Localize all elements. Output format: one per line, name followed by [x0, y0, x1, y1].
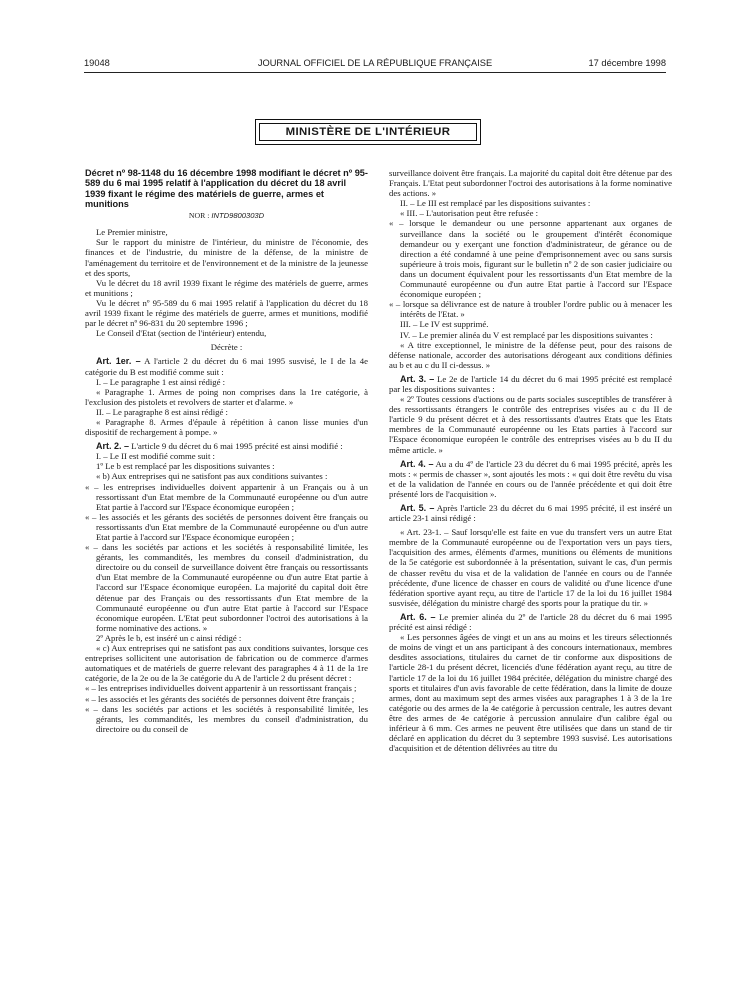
page-number: 19048	[84, 58, 110, 68]
nor-code: INTD9800303D	[211, 211, 265, 221]
paragraph	[389, 340, 672, 370]
paragraph	[85, 542, 368, 633]
paragraph-text: Sur le rapport du ministre de l'intérieur, du ministre de l'économie, des finances et de l'industrie, du ministre de la défense, de la ministre de l'aménagement du territoire et de l'environnement et de la ministre de la jeunesse et des sports,	[85, 237, 368, 278]
header-rule	[84, 72, 666, 73]
paragraph-text: « – les entreprises individuelles doivent appartenir à un Français ou à un ressortissant d'un Etat membre de la Communauté européenne ou d'un autre Etat partie à l'accord sur l'Espace économique européen ;	[85, 481, 368, 512]
paragraph	[85, 633, 368, 643]
paragraph	[389, 527, 672, 608]
ministry-box	[255, 119, 481, 145]
paragraph	[85, 683, 368, 693]
paragraph-text: II. – Le paragraphe 8 est ainsi rédigé :	[96, 406, 228, 417]
paragraph	[85, 328, 368, 338]
article-label: Art. 6. –	[400, 611, 436, 622]
paragraph	[85, 643, 368, 683]
paragraph-text: « – lorsque le demandeur ou une personne appartenant aux organes de surveillance dans la société ou le groupement d'intérêt économique demandeur ou y exerçant une fonction d'administrateur, de gérance ou de direction a été condamné à une peine d'emprisonnement avec ou sans sursis supérieure à trois mois, figurant sur le bulletin nº 2 de son casier judiciaire ou dans un document équivalent pour les ressortissants d'un Etat membre de la Communauté européenne ou d'un autre Etat partie à l'accord sur l'Espace économique européen ;	[389, 218, 672, 300]
right-column	[389, 168, 672, 753]
paragraph-text: Vu le décret nº 95-589 du 6 mai 1995 relatif à l'application du décret du 18 avril 1939 fixant le régime des matériels de guerre, armes et munitions, modifié par le décret nº 96-831 du 20 septembre 1996 ;	[85, 297, 368, 329]
paragraph-text: « – les associés et les gérants des sociétés de personnes doivent être français ou ressortissants d'un Etat membre de la Communauté européenne ou d'un autre Etat partie à l'accord sur l'Espace économique européen ;	[85, 511, 368, 542]
paragraph-text: Le Premier ministre,	[96, 227, 168, 238]
article-label: Art. 3. –	[400, 373, 435, 384]
paragraph	[389, 168, 672, 198]
paragraph-text: « – les entreprises individuelles doivent appartenir à un ressortissant français ;	[85, 683, 357, 694]
paragraph	[389, 198, 672, 208]
paragraph	[389, 299, 672, 319]
journal-title: JOURNAL OFFICIEL DE LA RÉPUBLIQUE FRANÇAISE	[257, 58, 493, 68]
paragraph-text: « 2º Toutes cessions d'actions ou de parts sociales susceptibles de transférer à des ressortissants étrangers le contrôle des entreprises visées au c du II de l'article 9 du présent décret et à des ressortissants d'autres Etats que les Etats membres de la Communauté européenne ou les Etats parties à l'accord sur l'Espace économique européen le contrôle des entreprises visées au b du II du même article. »	[389, 394, 672, 455]
paragraph	[85, 237, 368, 277]
paragraph-text: Le 2e de l'article 14 du décret du 6 mai 1995 précité est remplacé par les dispositions suivantes :	[389, 373, 673, 394]
paragraph-text: Au a du 4º de l'article 23 du décret du 6 mai 1995 précité, après les mots : « permis de chasser », sont ajoutés les mots : « qui doit être revêtu du visa et de la validation de l'année en cours ou de l'année précédente et qui doit être présenté lors de l'acquisition ».	[389, 458, 672, 499]
running-header	[84, 56, 666, 70]
decree-title: Décret nº 98-1148 du 16 décembre 1998 modifiant le décret nº 95-589 du 6 mai 1995 relatif à l'application du décret du 18 avril 1939 fixant le régime des matériels de guerre, armes et munitions	[85, 168, 368, 209]
issue-date: 17 décembre 1998	[588, 58, 666, 68]
paragraph-text: surveillance doivent être français. La majorité du capital doit être détenue par des Français. L'Etat peut subordonner l'octroi des autorisations à la forme nominative des actions. »	[389, 168, 672, 199]
paragraph	[389, 612, 672, 632]
paragraph-text: Après l'article 23 du décret du 6 mai 1995 précité, il est inséré un article 23-1 ainsi rédigé :	[389, 503, 672, 524]
paragraph	[389, 330, 672, 340]
paragraph	[389, 503, 672, 523]
paragraph	[389, 374, 672, 394]
article-label: Art. 1er. –	[96, 356, 141, 367]
paragraph-text: II. – Le III est remplacé par les dispositions suivantes :	[400, 198, 591, 209]
paragraph-text: « III. – L'autorisation peut être refusée :	[400, 208, 539, 219]
article-label: Art. 4. –	[400, 458, 434, 469]
paragraph-text: A l'article 2 du décret du 6 mai 1995 susvisé, le I de la 4e catégorie du B est modifié comme suit :	[85, 356, 368, 377]
nor-reference	[85, 211, 368, 221]
paragraph-text: Le premier alinéa du 2º de l'article 28 du décret du 6 mai 1995 précité est ainsi rédigé :	[389, 611, 672, 633]
article-label: Art. 5. –	[400, 503, 435, 513]
paragraph	[85, 704, 368, 734]
paragraph-text: « – dans les sociétés par actions et les sociétés à responsabilité limitée, les gérants, les commandités, les membres du conseil d'administration, du directoire ou du conseil de surveillance doivent être français ou ressortissants d'un Etat membre de la Communauté européenne ou d'un autre Etat partie à l'accord sur l'Espace économique européen. La majorité du capital doit être détenue par des Français ou des ressortissants d'un Etat membre de la Communauté européenne ou d'un autre Etat partie à l'accord sur l'Espace économique européen. L'Etat peut subordonner l'octroi des autorisations à la forme nominative des actions. »	[85, 542, 368, 633]
paragraph	[85, 441, 368, 451]
paragraph	[389, 459, 672, 499]
paragraph	[85, 417, 368, 437]
paragraph-text: Vu le décret du 18 avril 1939 fixant le régime des matériels de guerre, armes et munitions ;	[85, 277, 368, 298]
paragraph	[85, 342, 368, 352]
paragraph-text: Le Conseil d'Etat (section de l'intérieur) entendu,	[96, 328, 267, 339]
paragraph	[85, 387, 368, 407]
paragraph-text: « – dans les sociétés par actions et les sociétés à responsabilité limitée, les gérants, les commandités, les membres du conseil d'administration, du directoire ou du conseil de	[85, 703, 368, 734]
ministry-heading: MINISTÈRE DE L'INTÉRIEUR	[259, 123, 477, 141]
paragraph	[389, 319, 672, 329]
paragraph-text: « c) Aux entreprises qui ne satisfont pas aux conditions suivantes, lorsque ces entreprises sollicitent une autorisation de fabrication ou de commerce d'armes automatiques et de matériels de guerre relevant des paragraphes 4 à 11 de la 1re catégorie, de la 2e ou de la 3e catégorie du A de l'article 2 du présent décret :	[85, 643, 368, 684]
paragraph	[85, 482, 368, 512]
paragraph-text: « – les associés et les gérants des sociétés de personnes doivent être français ;	[85, 693, 355, 704]
paragraph-text: 2º Après le b, est inséré un c ainsi rédigé :	[96, 632, 242, 643]
paragraph	[85, 407, 368, 417]
paragraph-text: « Art. 23-1. – Sauf lorsqu'elle est faite en vue du transfert vers un autre Etat membre de la Communauté européenne ou de l'exportation vers un pays tiers, l'acquisition des armes, éléments d'armes, munitions ou éléments de munitions de la 5e catégorie est subordonnée à la présentation, suivant le cas, d'un permis de chasser revêtu du visa et de la validation de l'année en cours ou de l'année précédente, d'une licence de chasser en cours de validité ou d'une licence d'une fédération sportive ayant reçu, au titre de l'article 17 de la loi du 16 juillet 1984 susvisée, délégation du ministre chargé des sports pour la pratique du tir. »	[389, 527, 672, 608]
paragraph-text: « – lorsque sa délivrance est de nature à troubler l'ordre public ou à menacer les intérêts de l'Etat. »	[389, 299, 672, 320]
paragraph	[85, 278, 368, 298]
paragraph-text: I. – Le II est modifié comme suit :	[96, 451, 215, 462]
paragraph-text: « b) Aux entreprises qui ne satisfont pas aux conditions suivantes :	[96, 471, 328, 482]
paragraph-text: III. – Le IV est supprimé.	[400, 319, 489, 330]
paragraph-text: 1º Le b est remplacé par les dispositions suivantes :	[96, 461, 275, 472]
paragraph	[389, 632, 672, 753]
paragraph	[85, 461, 368, 471]
paragraph	[389, 218, 672, 299]
paragraph	[85, 451, 368, 461]
paragraph-text: « Paragraphe 1. Armes de poing non comprises dans la 1re catégorie, à l'exclusion des pistolets et revolvers de starter et d'alarme. »	[85, 386, 368, 407]
paragraph-text: « A titre exceptionnel, le ministre de la défense peut, pour des raisons de défense nationale, accorder des autorisations dérogeant aux conditions définies au b et au c du II ci-dessus. »	[389, 339, 672, 370]
paragraph	[85, 377, 368, 387]
paragraph	[85, 471, 368, 481]
paragraph-text: « Les personnes âgées de vingt et un ans au moins et les tireurs sélectionnés de moins de vingt et un ans participant à des concours internationaux, membres desdites associations, titulaires du carnet de tir conforme aux dispositions de l'article 28-1 du présent décret, licenciés d'une fédération ayant reçu, au titre de l'article 17 de la loi du 16 juillet 1984 précitée, délégation du ministre chargé des sports et titulaires d'un avis favorable de cette fédération, dans la limite de douze armes, dont au maximum sept des armes visées aux paragraphes 1 à 3 de la 1re catégorie ou des armes de la 4e catégorie à percussion centrale, les autres devant être des armes de 4e catégorie à percussion annulaire d'un calibre égal ou inférieur à 6 mm. Ces armes ne peuvent être utilisées que dans un stand de tir déclaré en application du décret du 3 septembre 1993 susvisé. Les autorisations d'acquisition et de détention délivrées au titre du	[389, 632, 672, 754]
paragraph	[85, 512, 368, 542]
paragraph-text: I. – Le paragraphe 1 est ainsi rédigé :	[96, 376, 226, 387]
paragraph	[85, 356, 368, 376]
paragraph	[85, 227, 368, 237]
paragraph-text: Décrète :	[210, 342, 243, 353]
paragraph-text: L'article 9 du décret du 6 mai 1995 précité est ainsi modifié :	[129, 441, 343, 452]
left-column	[85, 168, 368, 734]
paragraph-text: « Paragraphe 8. Armes d'épaule à répétition à canon lisse munies d'un dispositif de rechargement à pompe. »	[85, 416, 368, 438]
paragraph	[85, 298, 368, 328]
article-label: Art. 2. –	[96, 441, 130, 452]
paragraph	[389, 394, 672, 455]
paragraph-text: IV. – Le premier alinéa du V est remplacé par les dispositions suivantes :	[400, 329, 653, 340]
nor-label: NOR :	[188, 211, 210, 221]
paragraph	[389, 208, 672, 218]
paragraph	[85, 694, 368, 704]
